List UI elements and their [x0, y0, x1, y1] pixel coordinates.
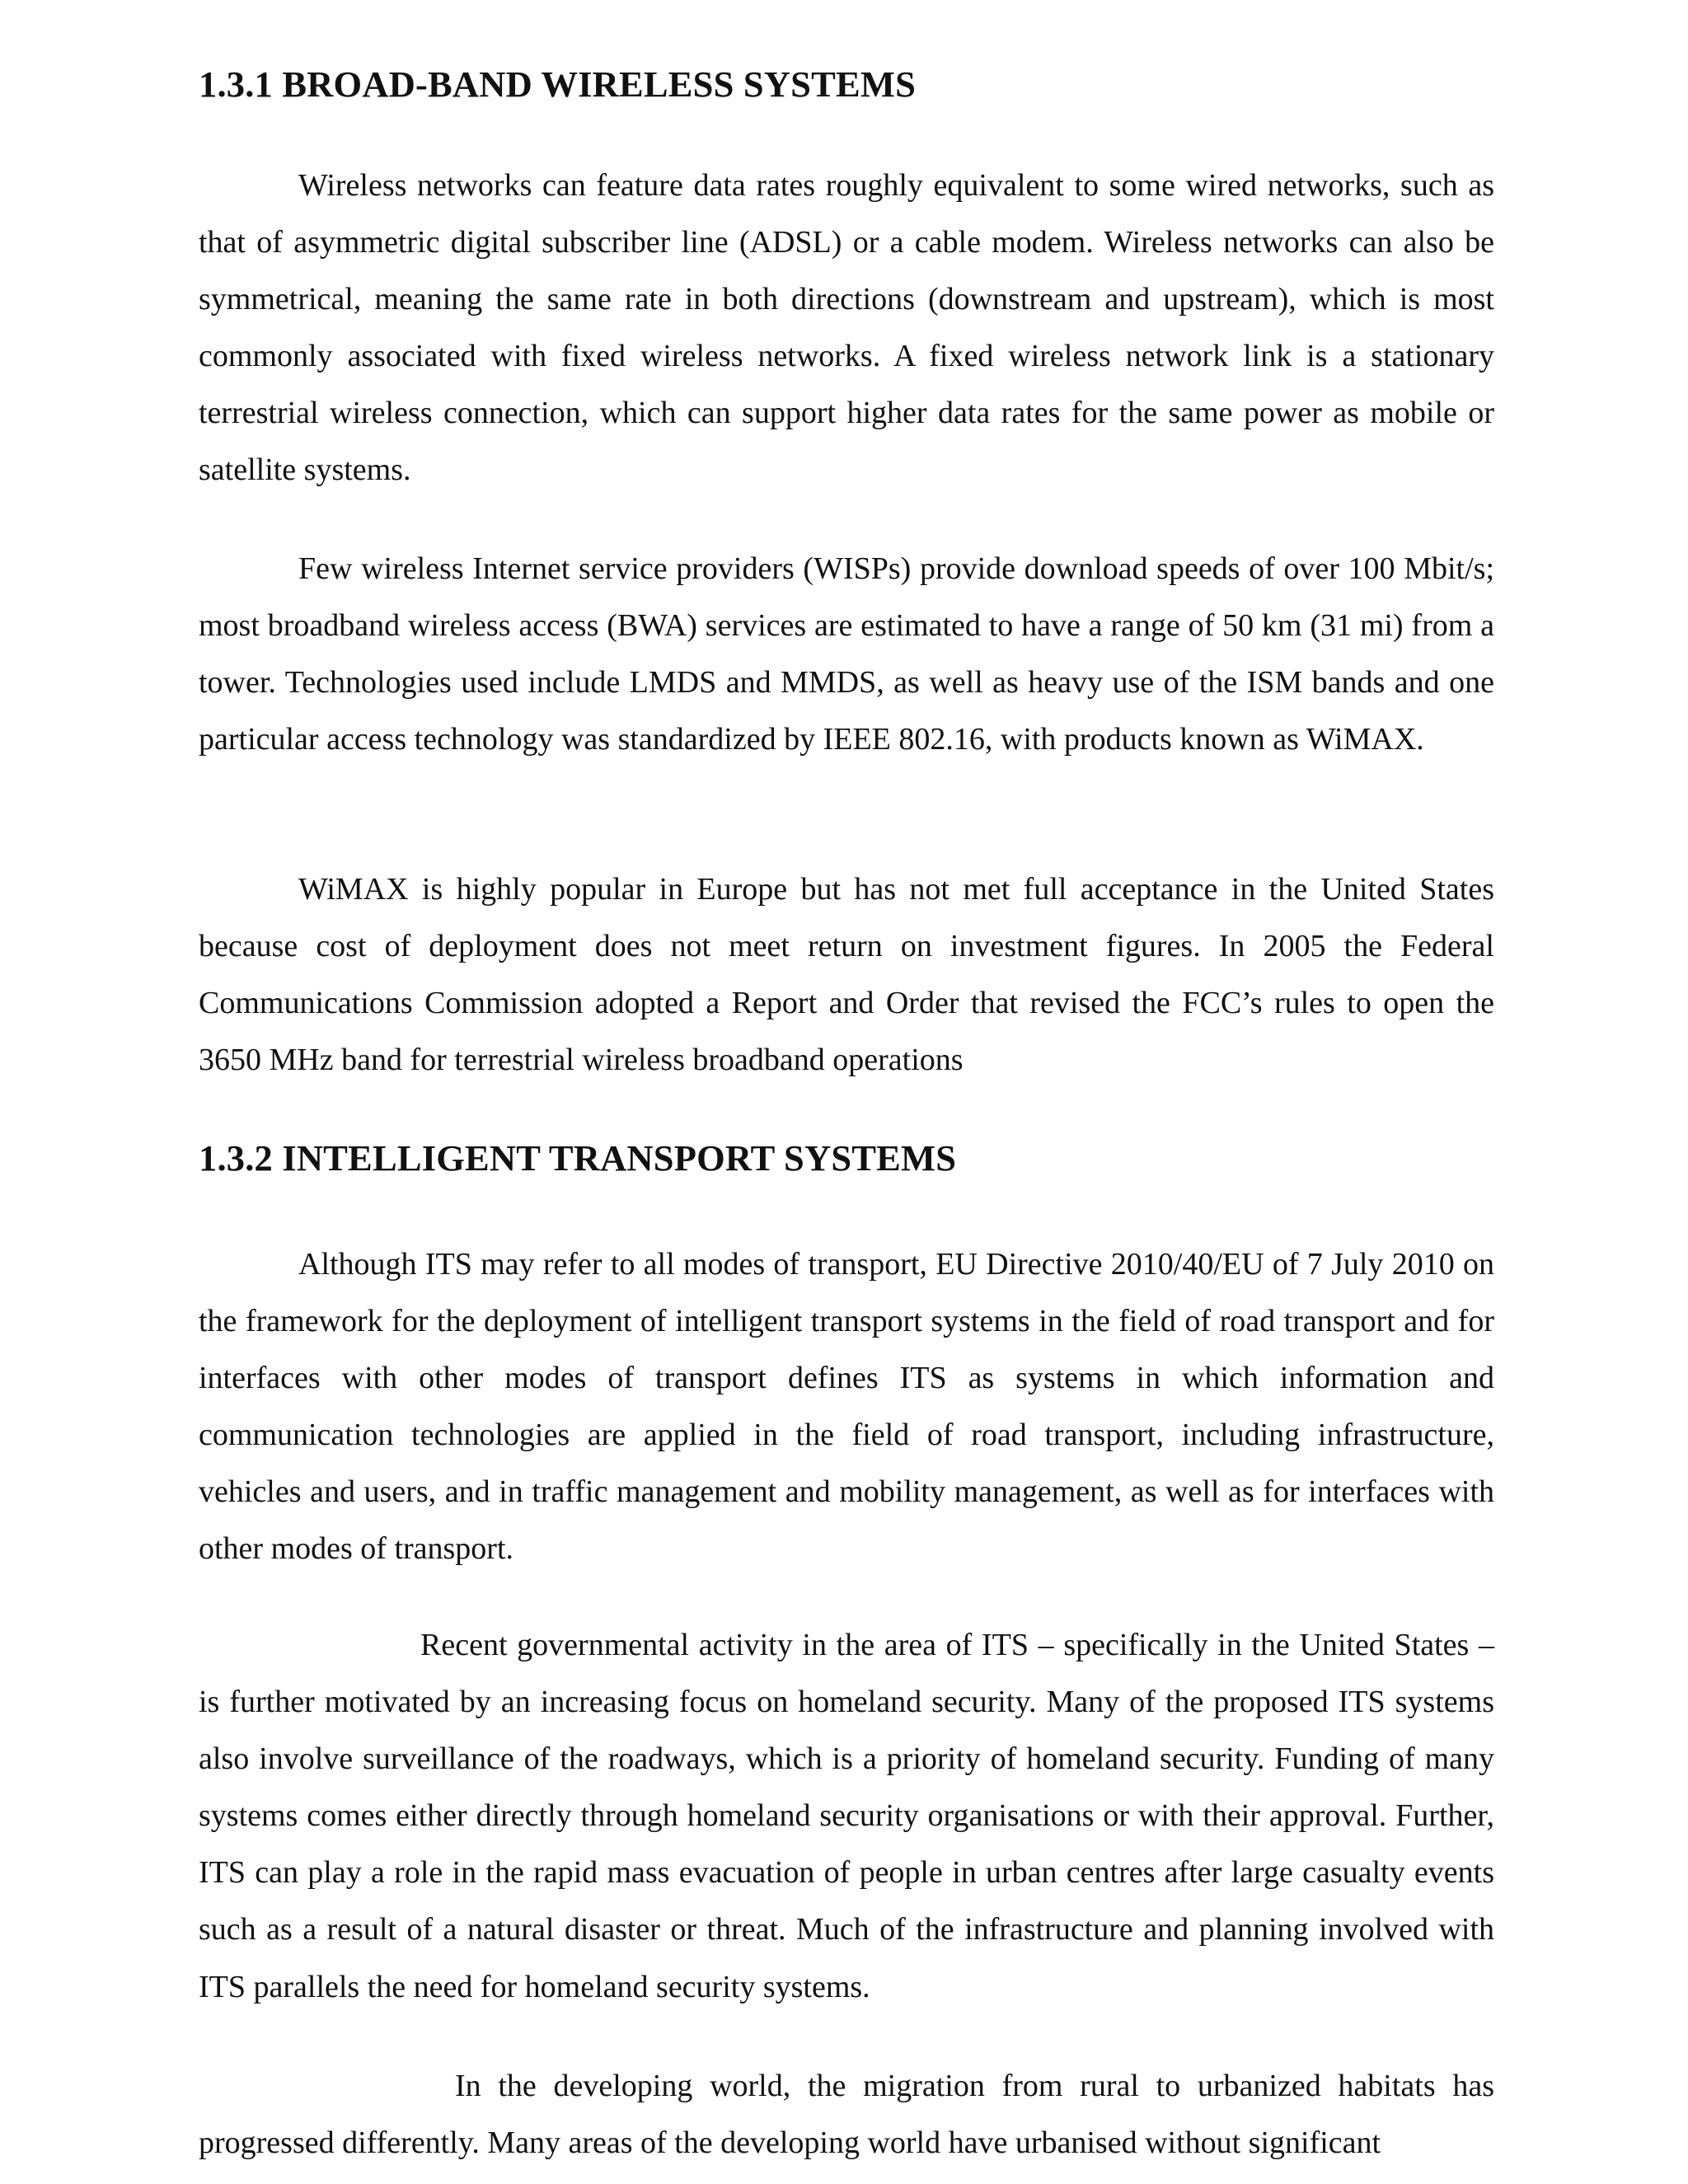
paragraph-wireless-data-rates: Wireless networks can feature data rates roughly equivalent to some wired networks, such as that of asymmetric digital subscriber line (ADSL) or a cable modem. Wireless networks can also be symmetrical, meaning the same rate in both directions (downstream and upstream), which is most commonly associated with fixed wireless networks. A fixed wireless network link is a stationary terrestrial wireless connection, which can support higher data rates for the same power as mobile or satellite systems.	[199, 168, 1494, 488]
paragraph-wimax: WiMAX is highly popular in Europe but has not met full acceptance in the United States because cost of deployment does not meet return on investment figures. In 2005 the Federal Communications Commission adopted a Report and Order that revised the FCC’s rules to open the 3650 MHz band for terrestrial wireless broadband operations	[199, 872, 1494, 1078]
paragraph-its-homeland-security: Recent governmental activity in the area of ITS – specifically in the United States – is further motivated by an increasing focus on homeland security. Many of the proposed ITS systems also involve surveillance of the roadways, which is a priority of homeland security. Funding of many systems comes either directly through homeland security organisations or with their approval. Further, ITS can play a role in the rapid mass evacuation of people in urban centres after large casualty events such as a result of a natural disaster or threat. Much of the infrastructure and planning involved with ITS parallels the need for homeland security systems.	[199, 1628, 1494, 2004]
paragraph-developing-world: In the developing world, the migration from rural to urbanized habitats has progressed differently. Many areas of the developing world have urbanised without significant	[199, 2069, 1494, 2161]
paragraph-its-definition: Although ITS may refer to all modes of transport, EU Directive 2010/40/EU of 7 July 2010 on the framework for the deployment of intelligent transport systems in the field of road transport and for interfaces with other modes of transport defines ITS as systems in which information and communication technologies are applied in the field of road transport, including infrastructure, vehicles and users, and in traffic management and mobility management, as well as for interfaces with other modes of transport.	[199, 1247, 1494, 1567]
section-heading-broadband-wireless: 1.3.1 BROAD-BAND WIRELESS SYSTEMS	[199, 63, 917, 105]
section-heading-intelligent-transport: 1.3.2 INTELLIGENT TRANSPORT SYSTEMS	[199, 1137, 957, 1179]
paragraph-wisps: Few wireless Internet service providers (WISPs) provide download speeds of over 100 Mbit/s; most broadband wireless access (BWA) services are estimated to have a range of 50 km (31 mi) from a tower. Technologies used include LMDS and MMDS, as well as heavy use of the ISM bands and one particular access technology was standardized by IEEE 802.16, with products known as WiMAX.	[199, 551, 1494, 757]
